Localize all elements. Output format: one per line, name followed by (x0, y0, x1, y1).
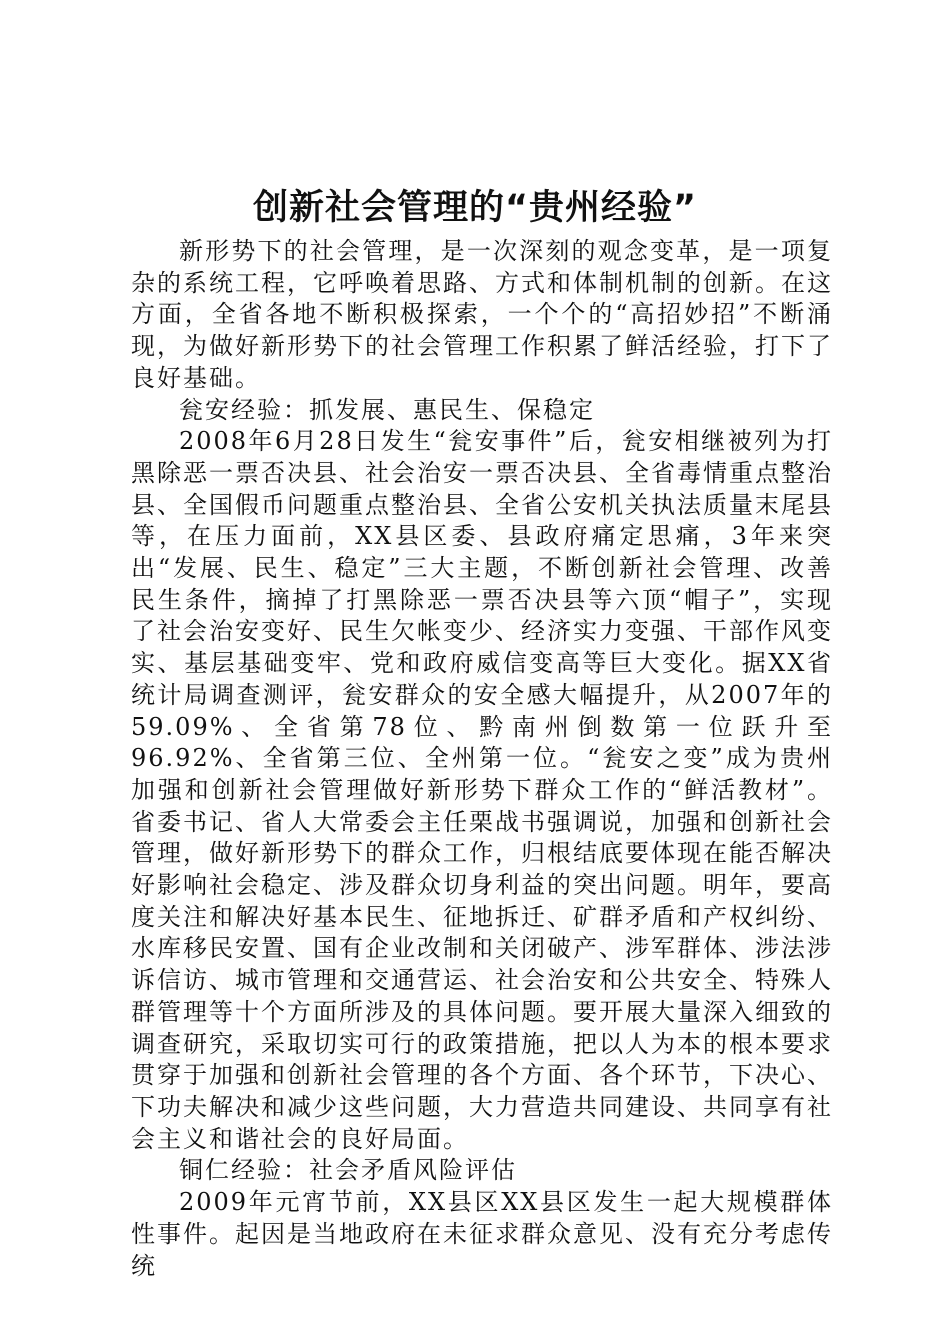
intro-paragraph: 新形势下的社会管理，是一次深刻的观念变革，是一项复杂的系统工程，它呼唤着思路、方式和体制机制的创新。在这方面，全省各地不断积极探索，一个个的“高招妙招”不断涌现，为做好新形势下的社会管理工作积累了鲜活经验，打下了良好基础。 (131, 237, 833, 392)
wengan-paragraph: 2008年6月28日发生“瓮安事件”后，瓮安相继被列为打黑除恶一票否决县、社会治安一票否决县、全省毒情重点整治县、全国假币问题重点整治县、全省公安机关执法质量末尾县等，在压力面前，XX县区委、县政府痛定思痛，3年来突出“发展、民生、稳定”三大主题，不断创新社会管理、改善民生条件，摘掉了打黑除恶一票否决县等六顶“帽子”，实现了社会治安变好、民生欠帐变少、经济实力变强、干部作风变实、基层基础变牢、党和政府威信变高等巨大变化。据XX省统计局调查测评，瓮安群众的安全感大幅提升，从2007年的59.09%、全省第78位、黔南州倒数第一位跃升至96.92%、全省第三位、全州第一位。“瓮安之变”成为贵州加强和创新社会管理做好新形势下群众工作的“鲜活教材”。省委书记、省人大常委会主任栗战书强调说，加强和创新社会管理，做好新形势下的群众工作，归根结底要体现在能否解决好影响社会稳定、涉及群众切身利益的突出问题。明年，要高度关注和解决好基本民生、征地拆迁、矿群矛盾和产权纠纷、水库移民安置、国有企业改制和关闭破产、涉军群体、涉法涉诉信访、城市管理和交通营运、社会治安和公共安全、特殊人群管理等十个方面所涉及的具体问题。要开展大量深入细致的调查研究，采取切实可行的政策措施，把以人为本的根本要求贯穿于加强和创新社会管理的各个方面、各个环节，下决心、下功夫解决和减少这些问题，大力营造共同建设、共同享有社会主义和谐社会的良好局面。 (131, 427, 833, 1153)
section-heading-tongren: 铜仁经验：社会矛盾风险评估 (179, 1156, 517, 1185)
section-heading-wengan: 瓮安经验：抓发展、惠民生、保稳定 (179, 395, 595, 424)
document-body (131, 236, 833, 1282)
document-title: 创新社会管理的“贵州经验” (252, 188, 697, 228)
tongren-paragraph: 2009年元宵节前，XX县区XX县区发生一起大规模群体性事件。起因是当地政府在未征求群众意见、没有充分考虑传统 (131, 1188, 833, 1280)
